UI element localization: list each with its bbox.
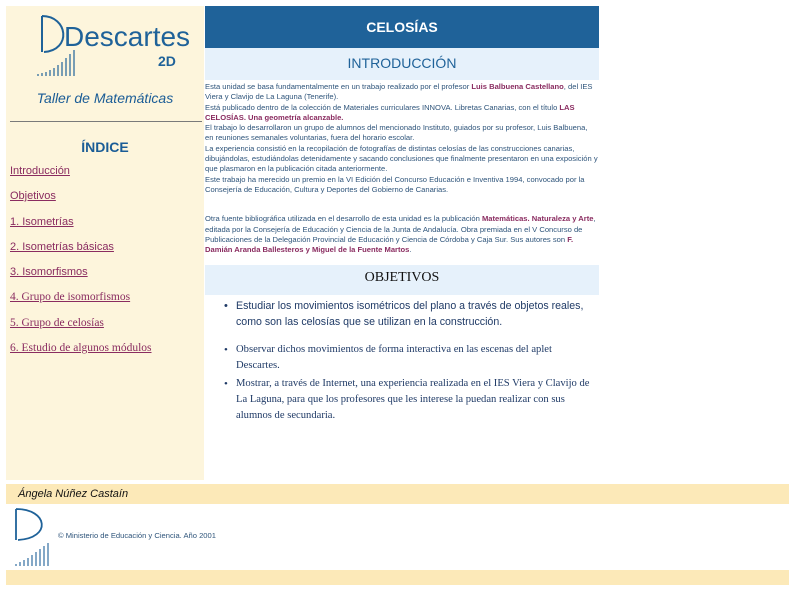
sidebar-subtitle: Taller de Matemáticas	[36, 90, 174, 106]
intro-text-span: , del IES Viera y Clavijo de La Laguna (Tenerife).	[205, 82, 593, 102]
highlight-name: Luis Balbuena Castellano	[471, 82, 564, 91]
descartes-small-logo[interactable]	[12, 506, 54, 568]
list-item	[224, 298, 596, 330]
sidebar-link-isometrias-basicas[interactable]: 2. Isometrías básicas	[10, 241, 114, 253]
objective-text: Estudiar los movimientos isométricos del plano a través de objetos reales, como son las celosías que se utilizan en la construcción.	[236, 300, 584, 328]
sidebar-link-isomorfismos[interactable]: 3. Isomorfismos	[10, 266, 88, 278]
bullet: •	[224, 378, 228, 390]
intro-paragraph: Este trabajo ha merecido un premio en la VI Edición del Concurso Educación e Inventiva 1994, convocado por la Consejería de Educación, Cultura y Deportes del Gobierno de Canarias.	[205, 174, 585, 194]
bottom-bar	[6, 570, 789, 585]
sidebar-link-isometrias[interactable]: 1. Isometrías	[10, 216, 74, 228]
intro-text-span: y	[303, 245, 312, 255]
objective-text: Observar dichos movimientos de forma interactiva en las escenas del aplet Descartes.	[236, 344, 552, 371]
objectives-heading: OBJETIVOS	[205, 265, 599, 295]
highlight-title: Matemáticas. Naturaleza y Arte	[481, 214, 594, 224]
sidebar	[6, 6, 204, 480]
sidebar-divider	[10, 121, 202, 122]
sidebar-link-estudio-modulos[interactable]: 6. Estudio de algunos módulos	[10, 342, 152, 354]
intro-paragraph	[205, 214, 598, 255]
author-name: Ángela Núñez Castaín	[18, 488, 129, 500]
highlight-title: LAS CELOSÍAS. Una geometría alcanzable.	[205, 102, 575, 122]
intro-text-span: .	[409, 245, 412, 255]
intro-paragraph: El trabajo lo desarrollaron un grupo de alumnos del mencionado Instituto, guiados por su profesor, Luis Balbuena, en reuniones semanales voluntarias, fuera del horario escolar.	[205, 123, 588, 143]
list-item	[224, 342, 596, 374]
intro-text-span: Esta unidad se basa fundamentalmente en un trabajo realizado por el profesor	[205, 82, 472, 91]
sidebar-link-objetivos[interactable]: Objetivos	[10, 190, 56, 202]
highlight-author: F. Damián Aranda Ballesteros	[205, 234, 574, 255]
sidebar-link-introduccion[interactable]: Introducción	[10, 165, 70, 177]
intro-text-span: Está publicado dentro de la colección de Materiales curriculares INNOVA. Libretas Canarias, con el título	[205, 102, 560, 112]
sidebar-link-grupo-isomorfismos[interactable]: 4. Grupo de isomorfismos	[10, 291, 131, 303]
intro-paragraph	[205, 103, 598, 124]
logo-text: Descartes	[64, 21, 191, 52]
intro-paragraph	[205, 82, 598, 103]
highlight-author: Miguel de la Fuente Martos	[311, 245, 410, 255]
objective-text: Mostrar, a través de Internet, una experiencia realizada en el IES Viera y Clavijo de La Laguna, para que los profesores que les interese la puedan realizar con sus alumnos de secundaria.	[236, 378, 590, 421]
logo-version: 2D	[158, 53, 176, 69]
copyright: © Ministerio de Educación y Ciencia. Año 2001	[58, 531, 216, 540]
page-title: CELOSÍAS	[205, 6, 599, 48]
intro-text-span: , editada por la Consejería de Educación y Ciencia de la Junta de Andalucía. Obra premiada en el V Concurso de Publicaciones de la Delegación Provincial de Educación y Ciencia de Córdoba y Caja Sur. Sus autores son	[205, 214, 596, 244]
author-bar	[6, 484, 789, 504]
intro-heading: INTRODUCCIÓN	[205, 48, 599, 80]
list-item	[224, 376, 596, 424]
intro-text	[205, 82, 598, 255]
bullet: •	[224, 344, 228, 356]
bullet: •	[224, 300, 228, 312]
index-title: ÍNDICE	[81, 139, 129, 155]
descartes-logo[interactable]	[34, 12, 194, 82]
sidebar-link-grupo-celosias[interactable]: 5. Grupo de celosías	[10, 317, 104, 329]
intro-text-span: Otra fuente bibliográfica utilizada en el desarrollo de esta unidad es la publicación	[205, 214, 482, 224]
intro-paragraph: La experiencia consistió en la recopilación de fotografías de distintas celosías de las construcciones canarias, dibujándolas, estudiándolas detenidamente y sacando conclusiones que finalmente presentaron en una exposición y que plasmaron en la publicación citada anteriormente.	[205, 143, 598, 174]
